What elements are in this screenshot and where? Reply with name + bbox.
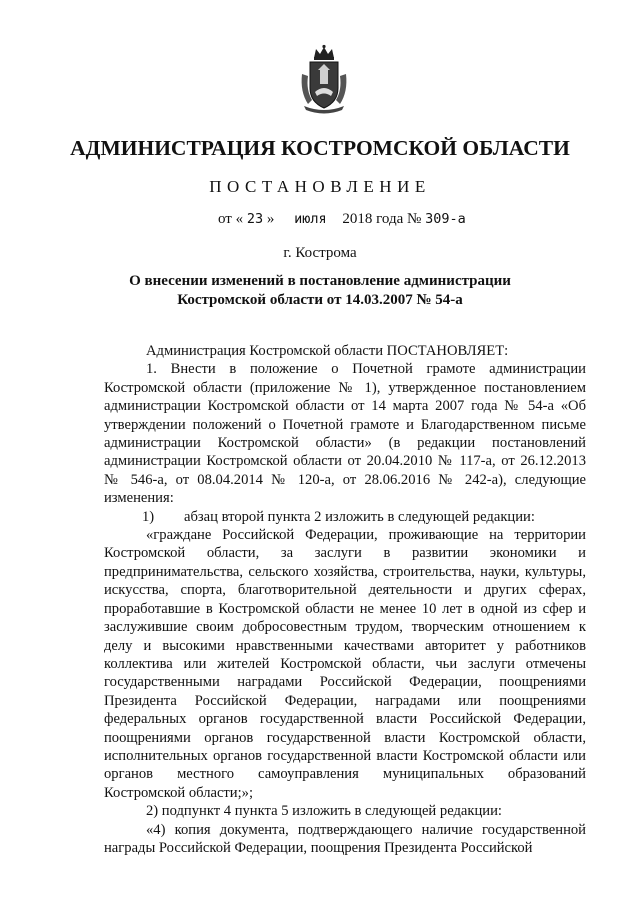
organization-title: АДМИНИСТРАЦИЯ КОСТРОМСКОЙ ОБЛАСТИ [70, 136, 570, 160]
quote-2-paragraph: «4) копия документа, подтверждающего наличие государственной награды Российской Федерации, поощрения Президента Российской [104, 821, 586, 856]
subpoint-1 [104, 508, 586, 526]
document-subject [0, 272, 640, 310]
day-close-quote: » [266, 211, 275, 227]
subject-line-2: Костромской области от 14.03.2007 № 54-а [177, 292, 463, 308]
point-1-paragraph: 1. Внести в положение о Почетной грамоте администрации Костромской области (приложение № 1), утвержденное постановлением администрации Костромской области от 14 марта 2007 года № 54-а «Об утверждении положений о Почетной грамоте и Благодарственном письме администрации Костромской области» (в редакции постановлений администрации Костромской области от 20.04.2010 № 117-а, от 26.12.2013 № 546-а, от 08.04.2014 № 120-а, от 28.06.2016 № 242-а), следующие изменения: [104, 361, 586, 507]
day-open-quote: « [235, 211, 244, 227]
document-number: 309-а [425, 211, 466, 227]
city-line: г. Кострома [283, 245, 357, 261]
date-prefix: от [218, 211, 232, 227]
subpoint-2: 2) подпункт 4 пункта 5 изложить в следующей редакции: [146, 803, 502, 820]
coat-of-arms-icon [298, 44, 350, 114]
subpoint-1-number: 1) [142, 508, 155, 525]
quote-1-paragraph: «граждане Российской Федерации, проживающие на территории Костромской области, за заслуги в развитии экономики и предпринимательства, сельского хозяйства, строительства, науки, культуры, искусства, спорта, благотворительной деятельности и других сферах, проработавшие в Костромской области не менее 10 лет в одной из сфер и заслужившие своим добросовестным трудом, творческим отношением к делу и высокими нравственными качествами авторитет у работников коллектива или жителей Костромской области, чьи заслуги отмечены государственными наградами Российской Федерации, поощрениями Президента Российской Федерации, наградами или поощрениями федеральных органов государственной власти Российской Федерации, поощрениями органов государственной власти Костромской области, исполнительных органов государственной власти Костромской области или органов местного самоуправления муниципальных образований Костромской области;»; [104, 527, 586, 801]
number-sign: № [407, 211, 422, 227]
date-year: 2018 года [342, 211, 404, 227]
document-body [104, 342, 586, 857]
subpoint-1-text: абзац второй пункта 2 изложить в следующей редакции: [184, 508, 535, 525]
subject-line-1: О внесении изменений в постановление администрации [129, 273, 511, 289]
date-line [218, 209, 466, 229]
document-type: ПОСТАНОВЛЕНИЕ [209, 177, 431, 196]
date-day: 23 [246, 211, 264, 227]
intro-paragraph: Администрация Костромской области ПОСТАНОВЛЯЕТ: [146, 343, 509, 359]
date-month: июля [294, 211, 327, 227]
